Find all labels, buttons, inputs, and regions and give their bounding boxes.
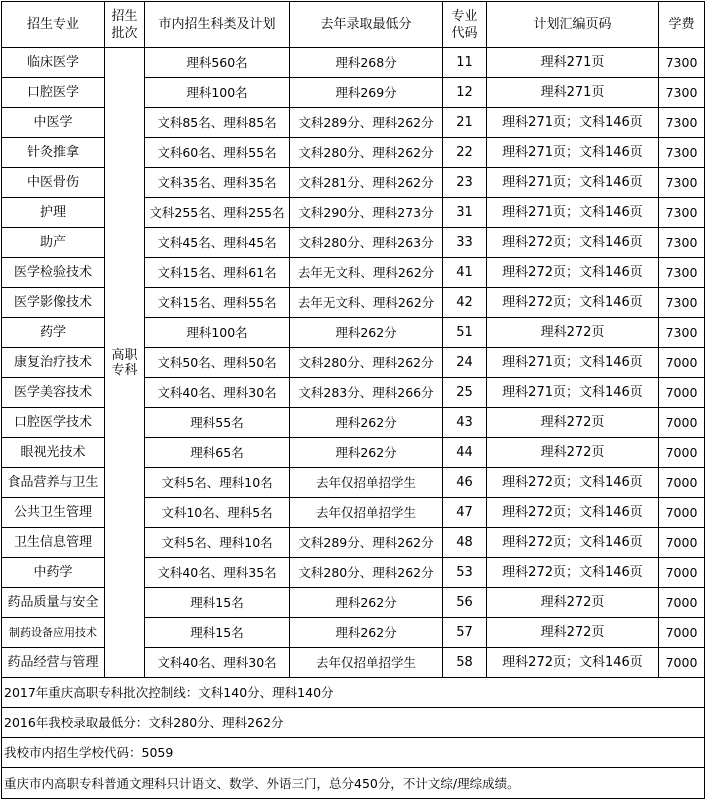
cell-plan: 文科15名、理科61名 [145, 258, 290, 288]
cell-code: 44 [443, 438, 487, 468]
cell-last-score: 理科268分 [290, 48, 443, 78]
cell-fee: 7000 [659, 558, 705, 588]
cell-batch [105, 48, 145, 678]
cell-code: 47 [443, 498, 487, 528]
cell-last-score: 去年无文科、理科262分 [290, 288, 443, 318]
cell-code: 21 [443, 108, 487, 138]
cell-last-score: 文科283分、理科266分 [290, 378, 443, 408]
cell-code: 12 [443, 78, 487, 108]
header-code [443, 2, 487, 48]
header-last-score: 去年录取最低分 [290, 2, 443, 48]
cell-major: 卫生信息管理 [2, 528, 105, 558]
cell-major: 眼视光技术 [2, 438, 105, 468]
cell-page: 理科272页；文科146页 [487, 468, 659, 498]
cell-last-score: 理科262分 [290, 408, 443, 438]
cell-plan: 文科45名、理科45名 [145, 228, 290, 258]
cell-code: 23 [443, 168, 487, 198]
cell-page: 理科272页；文科146页 [487, 288, 659, 318]
cell-fee: 7000 [659, 588, 705, 618]
cell-major: 医学美容技术 [2, 378, 105, 408]
cell-fee: 7300 [659, 108, 705, 138]
cell-plan: 理科15名 [145, 588, 290, 618]
cell-plan: 文科5名、理科10名 [145, 468, 290, 498]
header-batch-line2: 批次 [111, 25, 138, 41]
cell-fee: 7300 [659, 48, 705, 78]
cell-major: 食品营养与卫生 [2, 468, 105, 498]
note-text: 我校市内招生学校代码：5059 [2, 738, 705, 768]
cell-code: 56 [443, 588, 487, 618]
cell-last-score: 理科262分 [290, 588, 443, 618]
cell-code: 25 [443, 378, 487, 408]
cell-major: 药品经营与管理 [2, 648, 105, 678]
cell-fee: 7300 [659, 258, 705, 288]
cell-plan: 文科40名、理科30名 [145, 648, 290, 678]
batch-line2: 专科 [111, 362, 138, 378]
cell-last-score: 理科262分 [290, 438, 443, 468]
header-fee: 学费 [659, 2, 705, 48]
cell-fee: 7000 [659, 408, 705, 438]
cell-page: 理科272页；文科146页 [487, 228, 659, 258]
cell-major: 口腔医学技术 [2, 408, 105, 438]
cell-page: 理科272页；文科146页 [487, 558, 659, 588]
cell-code: 53 [443, 558, 487, 588]
enrollment-table-sheet [1, 1, 704, 797]
header-batch [105, 2, 145, 48]
note-row [2, 678, 705, 708]
cell-last-score: 去年仅招单招学生 [290, 498, 443, 528]
header-code-line1: 专业 [451, 8, 478, 24]
cell-plan: 理科560名 [145, 48, 290, 78]
cell-code: 42 [443, 288, 487, 318]
cell-major: 医学检验技术 [2, 258, 105, 288]
cell-page: 理科272页 [487, 588, 659, 618]
cell-page: 理科271页；文科146页 [487, 378, 659, 408]
cell-major: 口腔医学 [2, 78, 105, 108]
cell-plan: 文科40名、理科30名 [145, 378, 290, 408]
cell-fee: 7000 [659, 528, 705, 558]
cell-fee: 7000 [659, 348, 705, 378]
cell-plan: 文科40名、理科35名 [145, 558, 290, 588]
cell-page: 理科272页 [487, 408, 659, 438]
cell-code: 22 [443, 138, 487, 168]
cell-major: 康复治疗技术 [2, 348, 105, 378]
cell-major: 助产 [2, 228, 105, 258]
cell-code: 11 [443, 48, 487, 78]
cell-major: 药学 [2, 318, 105, 348]
cell-plan: 文科255名、理科255名 [145, 198, 290, 228]
cell-major: 中药学 [2, 558, 105, 588]
cell-fee: 7000 [659, 438, 705, 468]
cell-plan: 理科100名 [145, 318, 290, 348]
cell-plan: 文科10名、理科5名 [145, 498, 290, 528]
cell-fee: 7000 [659, 498, 705, 528]
cell-fee: 7300 [659, 288, 705, 318]
cell-last-score: 文科289分、理科262分 [290, 108, 443, 138]
cell-fee: 7300 [659, 78, 705, 108]
cell-last-score: 去年仅招单招学生 [290, 648, 443, 678]
header-page: 计划汇编页码 [487, 2, 659, 48]
cell-page: 理科272页；文科146页 [487, 258, 659, 288]
cell-code: 46 [443, 468, 487, 498]
cell-major: 中医学 [2, 108, 105, 138]
cell-code: 51 [443, 318, 487, 348]
cell-last-score: 去年仅招单招学生 [290, 468, 443, 498]
table-row [2, 48, 705, 78]
cell-plan: 文科5名、理科10名 [145, 528, 290, 558]
cell-last-score: 理科269分 [290, 78, 443, 108]
cell-last-score: 去年无文科、理科262分 [290, 258, 443, 288]
cell-plan: 文科50名、理科50名 [145, 348, 290, 378]
cell-major: 医学影像技术 [2, 288, 105, 318]
cell-last-score: 理科262分 [290, 618, 443, 648]
cell-fee: 7300 [659, 138, 705, 168]
cell-last-score: 文科280分、理科262分 [290, 138, 443, 168]
cell-major: 护理 [2, 198, 105, 228]
note-text: 2017年重庆高职专科批次控制线：文科140分、理科140分 [2, 678, 705, 708]
cell-last-score: 文科280分、理科263分 [290, 228, 443, 258]
cell-last-score: 文科280分、理科262分 [290, 348, 443, 378]
cell-fee: 7300 [659, 228, 705, 258]
cell-major: 临床医学 [2, 48, 105, 78]
cell-plan: 文科60名、理科55名 [145, 138, 290, 168]
cell-page: 理科271页 [487, 78, 659, 108]
cell-fee: 7300 [659, 318, 705, 348]
cell-fee: 7000 [659, 648, 705, 678]
cell-fee: 7000 [659, 378, 705, 408]
cell-page: 理科272页 [487, 438, 659, 468]
cell-fee: 7300 [659, 168, 705, 198]
header-code-line2: 代码 [451, 25, 478, 41]
cell-page: 理科271页；文科146页 [487, 168, 659, 198]
note-row [2, 738, 705, 768]
cell-plan: 理科55名 [145, 408, 290, 438]
cell-code: 24 [443, 348, 487, 378]
cell-code: 43 [443, 408, 487, 438]
note-row [2, 708, 705, 738]
cell-code: 31 [443, 198, 487, 228]
cell-major: 药品质量与安全 [2, 588, 105, 618]
cell-page: 理科271页；文科146页 [487, 198, 659, 228]
note-text: 2016年我校录取最低分：文科280分、理科262分 [2, 708, 705, 738]
cell-plan: 理科65名 [145, 438, 290, 468]
cell-code: 41 [443, 258, 487, 288]
note-text: 重庆市内高职专科普通文理科只计语文、数学、外语三门，总分450分，不计文综/理综成绩。 [2, 768, 705, 799]
cell-last-score: 文科290分、理科273分 [290, 198, 443, 228]
cell-page: 理科272页 [487, 618, 659, 648]
cell-page: 理科272页 [487, 318, 659, 348]
cell-page: 理科271页 [487, 48, 659, 78]
cell-page: 理科272页；文科146页 [487, 528, 659, 558]
cell-major: 公共卫生管理 [2, 498, 105, 528]
header-plan: 市内招生科类及计划 [145, 2, 290, 48]
cell-page: 理科271页；文科146页 [487, 348, 659, 378]
cell-plan: 理科15名 [145, 618, 290, 648]
cell-major: 针灸推拿 [2, 138, 105, 168]
cell-code: 57 [443, 618, 487, 648]
cell-last-score: 文科281分、理科262分 [290, 168, 443, 198]
cell-plan: 文科85名、理科85名 [145, 108, 290, 138]
cell-major: 制药设备应用技术 [2, 618, 105, 648]
cell-page: 理科271页；文科146页 [487, 138, 659, 168]
cell-plan: 文科35名、理科35名 [145, 168, 290, 198]
cell-fee: 7300 [659, 198, 705, 228]
cell-fee: 7000 [659, 468, 705, 498]
cell-code: 58 [443, 648, 487, 678]
cell-plan: 理科100名 [145, 78, 290, 108]
cell-page: 理科272页；文科146页 [487, 648, 659, 678]
cell-code: 33 [443, 228, 487, 258]
header-major: 招生专业 [2, 2, 105, 48]
note-row [2, 768, 705, 799]
cell-major: 中医骨伤 [2, 168, 105, 198]
cell-last-score: 理科262分 [290, 318, 443, 348]
enrollment-table [1, 1, 705, 799]
header-row [2, 2, 705, 48]
cell-last-score: 文科280分、理科262分 [290, 558, 443, 588]
cell-page: 理科271页；文科146页 [487, 108, 659, 138]
cell-page: 理科272页；文科146页 [487, 498, 659, 528]
cell-code: 48 [443, 528, 487, 558]
header-batch-line1: 招生 [111, 8, 138, 24]
cell-plan: 文科15名、理科55名 [145, 288, 290, 318]
cell-fee: 7000 [659, 618, 705, 648]
cell-last-score: 文科289分、理科262分 [290, 528, 443, 558]
batch-line1: 高职 [111, 347, 138, 363]
